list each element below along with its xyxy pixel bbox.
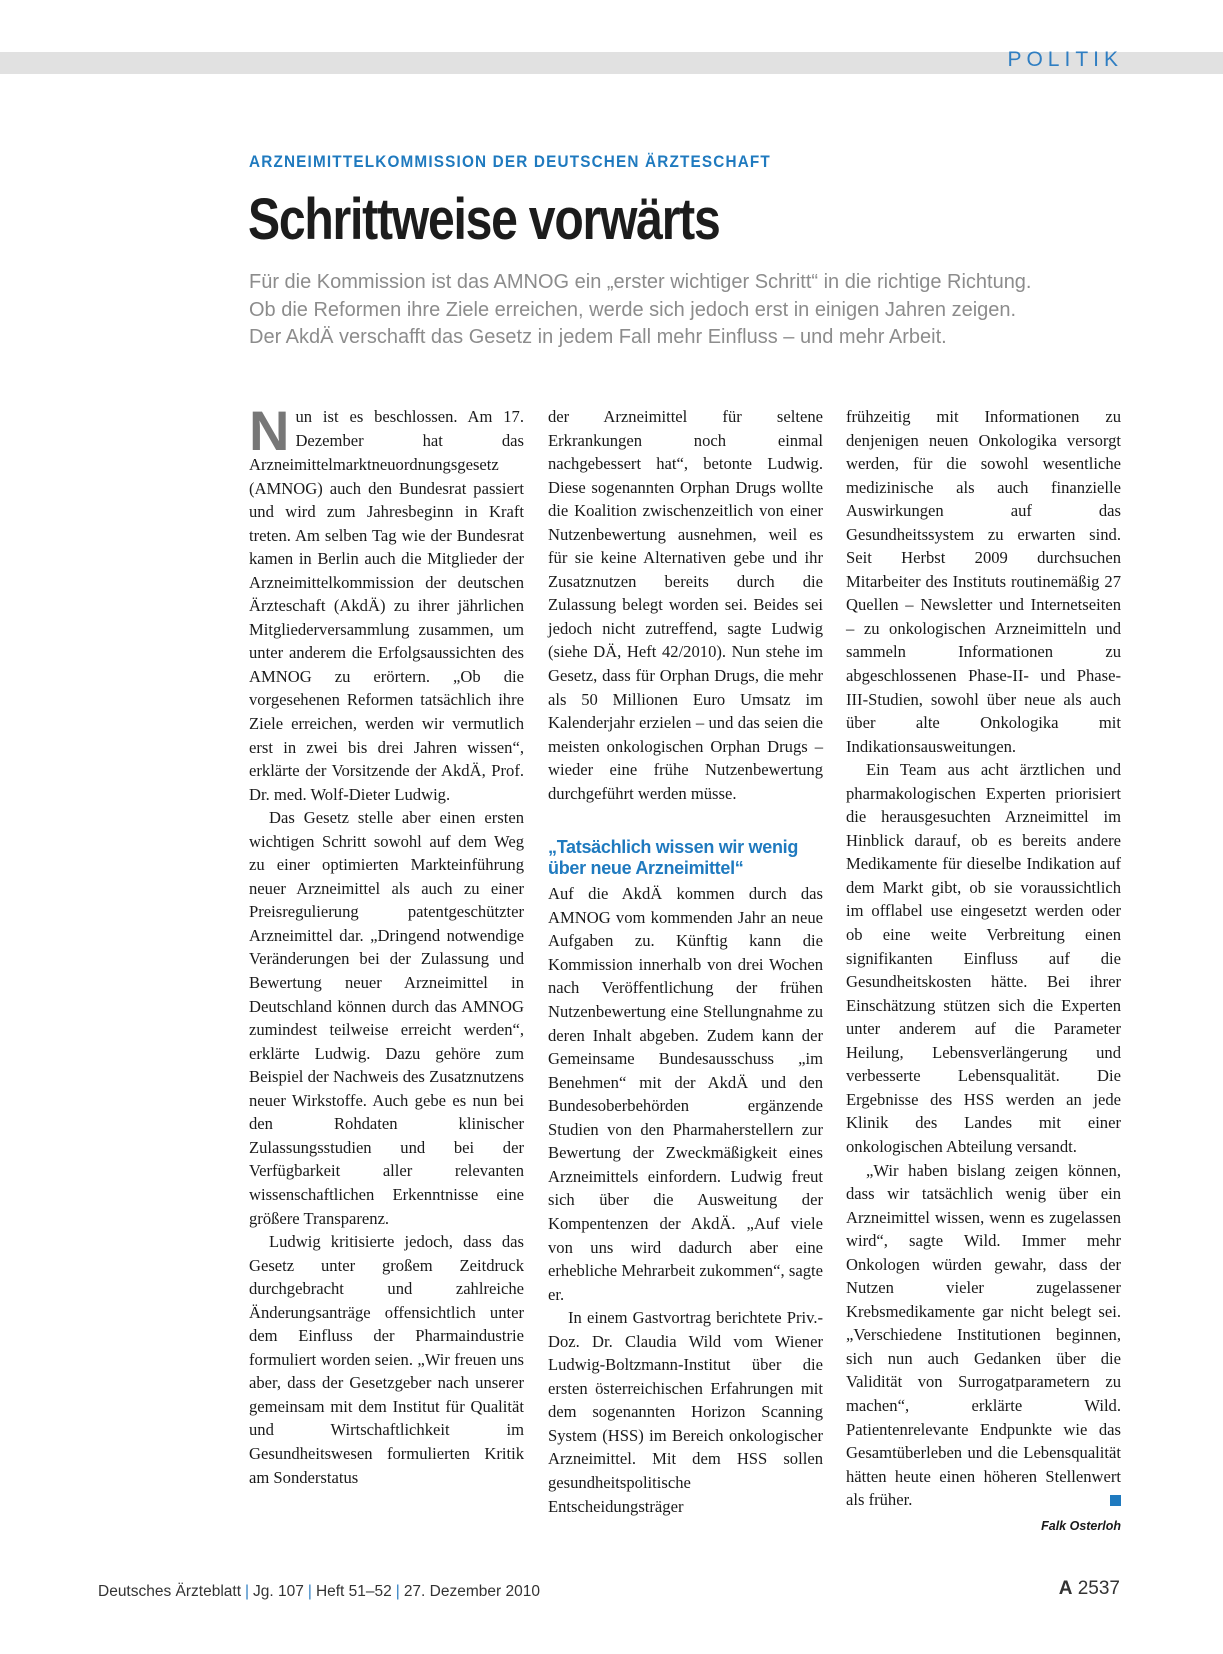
issue: Heft 51–52	[315, 1583, 392, 1600]
article-kicker: ARZNEIMITTELKOMMISSION DER DEUTSCHEN ÄRZTESCHAFT	[249, 152, 771, 171]
text-column-2	[548, 405, 823, 1518]
article-lead	[249, 269, 1149, 352]
paragraph: frühzeitig mit Informationen zu denjenigen neuen Onkologika versorgt werden, für die sowohl wesentliche medizinische als auch finanzielle Auswirkungen auf das Gesundheitssystem zu erwarten sind. Seit Herbst 2009 durchsuchen Mitarbeiter des Instituts routinemäßig 27 Quellen – Newsletter und Internetseiten – zu onkologischen Arzneimitteln und sammeln Informationen zu abgeschlossenen Phase-II- und Phase-III-Studien, sowohl über neue als auch über alte Onkologika mit Indikationsausweitungen.	[846, 407, 1121, 756]
paragraph: In einem Gastvortrag berichtete Priv.-Doz. Dr. Claudia Wild vom Wiener Ludwig-Boltzmann-Institut über die ersten österreichischen Erfahrungen mit dem sogenannten Horizon Scanning System (HSS) im Bereich onkologischer Arzneimittel. Mit dem HSS sollen gesundheitspolitische Entscheidungsträger	[548, 1308, 823, 1516]
paragraph: „Wir haben bislang zeigen können, dass wir tatsächlich wenig über ein Arzneimittel wissen, wenn es zugelassen wird“, sagte Wild. Immer mehr Onkologen würden gewahr, dass der Nutzen vieler zugelassener Krebsmedikamente gar nicht belegt sei. „Verschiedene Institutionen beginnen, sich nun auch Gedanken über die Validität von Surrogatparametern zu machen“, erklärte Wild. Patientenrelevante Endpunkte wie das Gesamtüberleben und die Lebensqualität hätten heute einen höheren Stellenwert als früher.	[846, 1160, 1121, 1510]
paragraph: Ludwig kritisierte jedoch, dass das Gesetz unter großem Zeitdruck durchgebracht und zahlreiche Änderungsanträge offensichtlich unter dem Einfluss der Pharmaindustrie formuliert worden seien. „Wir freuen uns aber, dass der Gesetzgeber nach unserer gemeinsam mit dem Institut für Qualität und Wirtschaftlichkeit im Gesundheitswesen formulierten Kritik am Sonderstatus	[249, 1232, 524, 1487]
drop-cap: N	[249, 399, 290, 462]
text-column-3	[846, 405, 1121, 1538]
lead-line: Ob die Reformen ihre Ziele erreichen, werde sich jedoch erst in einigen Jahren zeigen.	[249, 298, 1017, 321]
page-number: A 2537	[1058, 1578, 1120, 1599]
article-title: Schrittweise vorwärts	[248, 187, 720, 252]
paragraph: Nun ist es beschlossen. Am 17. Dezember hat das Arzneimittelmarktneuordnungsgesetz (AMNOG) auch den Bundesrat passiert und wird zum Jahresbeginn in Kraft treten. Am selben Tag wie der Bundesrat kamen in Berlin auch die Mitglieder der Arzneimittelkommission der deutschen Ärzteschaft (AkdÄ) zu ihrer jährlichen Mitgliederversammlung zusammen, um unter anderem die Erfolgsaussichten des AMNOG zu erörtern. „Ob die vorgesehenen Reformen tatsächlich ihre Ziele erreichen, werden wir vermutlich erst in zwei bis drei Jahren wissen“, erklärte der Vorsitzende der AkdÄ, Prof. Dr. med. Wolf-Dieter Ludwig.	[249, 399, 524, 804]
author-byline: Falk Osterloh	[1041, 1518, 1121, 1533]
paragraph: Das Gesetz stelle aber einen ersten wichtigen Schritt sowohl auf dem Weg zu einer optimierten Markteinführung neuer Arzneimittel als auch zu einer Preisregulierung patentgeschützter Arzneimittel dar. „Dringend notwendige Veränderungen bei der Zulassung und Bewertung neuer Arzneimittel in Deutschland können durch das AMNOG zumindest teilweise erreicht werden“, erklärte Ludwig. Dazu gehöre zum Beispiel der Nachweis des Zusatznutzens neuer Wirkstoffe. Auch gebe es nun bei den Rohdaten klinischer Zulassungsstudien und bei der Verfügbarkeit aller relevanten wissenschaftlichen Erkenntnisse eine größere Transparenz.	[249, 808, 524, 1228]
lead-line: Für die Kommission ist das AMNOG ein „erster wichtiger Schritt“ in die richtige Richtung.	[249, 271, 1032, 293]
volume: Jg. 107	[253, 1583, 304, 1600]
lead-line: Der AkdÄ verschafft das Gesetz in jedem Fall mehr Einfluss – und mehr Arbeit.	[249, 326, 947, 348]
footer-citation: Deutsches Ärzteblatt | Jg. 107 | Heft 51–52 | 27. Dezember 2010	[98, 1583, 540, 1600]
paragraph: der Arzneimittel für seltene Erkrankungen noch einmal nachgebessert hat“, betonte Ludwig. Diese sogenannten Orphan Drugs wollte die Koalition zwischenzeitlich von einer Nutzenbewertung ausnehmen, weil es für sie keine Alternativen gebe und ihr Zusatznutzen bereits durch die Zulassung belegt worden sei. Beides sei jedoch nicht zutreffend, sagte Ludwig (siehe DÄ, Heft 42/2010). Nun stehe im Gesetz, dass für Orphan Drugs, die mehr als 50 Millionen Euro Umsatz im Kalenderjahr erzielen – und das seien die meisten onkologischen Orphan Drugs – wieder eine frühe Nutzenbewertung durchgeführt werden müsse.	[548, 407, 823, 803]
end-mark-icon	[1110, 1495, 1121, 1506]
paragraph: Ein Team aus acht ärztlichen und pharmakologischen Experten priorisiert die herausgesuchten Arzneimittel im Hinblick darauf, ob es bereits andere Medikamente für dieselbe Indikation auf dem Markt gibt, ob sie voraussichtlich im offlabel use eingesetzt werden oder ob eine weite Verbreitung einen signifikanten Einfluss auf die Gesundheitskosten hätte. Bei ihrer Einschätzung stützen sich die Experten unter anderem auf die Parameter Heilung, Lebensverlängerung und verbesserte Lebensqualität. Die Ergebnisse des HSS werden an jede Klinik des Landes mit einer onkologischen Abteilung versandt.	[846, 760, 1121, 1156]
subheading: „Tatsächlich wissen wir wenig über neue Arzneimittel“	[548, 837, 799, 879]
section-label: POLITIK	[1007, 48, 1123, 71]
journal-name: Deutsches Ärzteblatt	[98, 1583, 242, 1600]
issue-date: 27. Dezember 2010	[403, 1583, 540, 1600]
paragraph: Auf die AkdÄ kommen durch das AMNOG vom kommenden Jahr an neue Aufgaben zu. Künftig kann die Kommission innerhalb von drei Wochen nach Veröffentlichung der frühen Nutzenbewertung eine Stellungnahme zu deren Inhalt abgeben. Zudem kann der Gemeinsame Bundesausschuss „im Benehmen“ mit der AkdÄ und den Bundesoberbehörden ergänzende Studien von den Pharmaherstellern zur Bewertung der Zweckmäßigkeit eines Arzneimittels einfordern. Ludwig freut sich über die Ausweitung der Kompentenzen der AkdÄ. „Auf viele von uns wird dadurch aber eine erhebliche Mehrarbeit zukommen“, sagte er.	[548, 884, 823, 1304]
text-column-1	[249, 399, 524, 1489]
